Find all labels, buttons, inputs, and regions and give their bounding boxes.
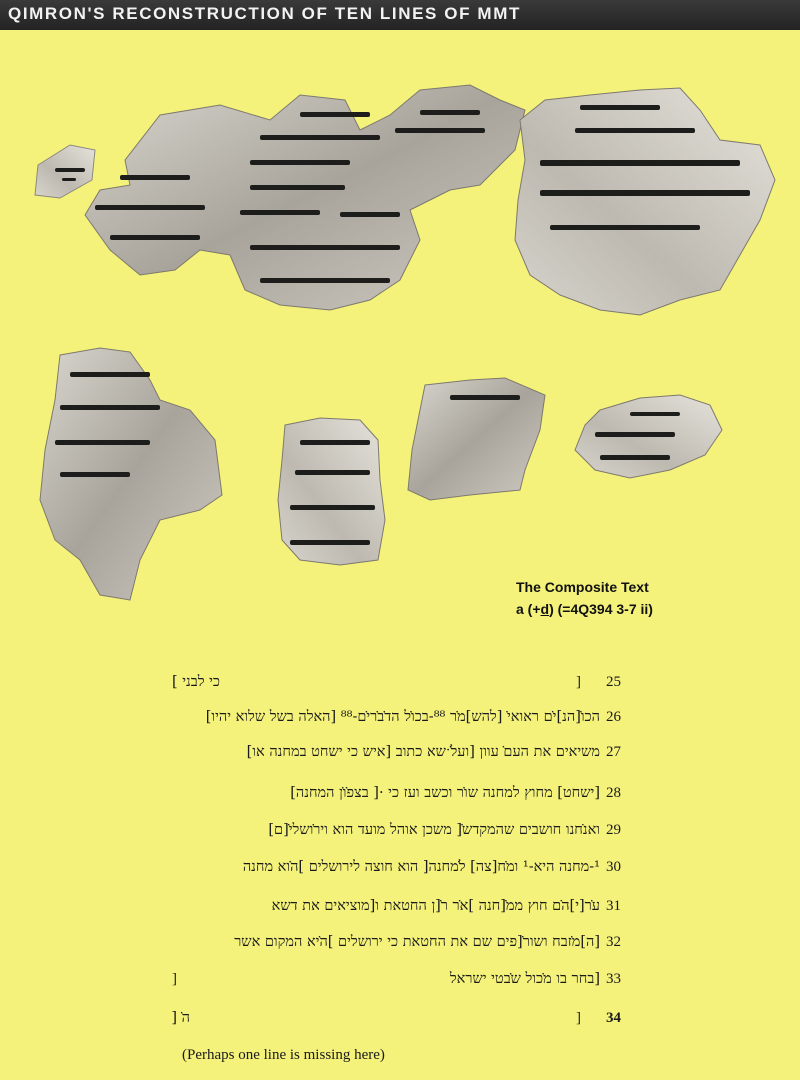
line-text: כי לבני ] [171,674,220,690]
line-bracket: ] [576,674,581,690]
fragment-upper-left [85,85,525,310]
subtitle-suffix: ) (=4Q394 3-7 ii) [549,601,653,617]
line-number: 32 [606,934,621,950]
text-line-28 [0,785,800,811]
line-text: ¹-מחנה היא-¹ ומ̇ח[צה] ל̇מחנה[ הוא חוצה לירושלים ]ה̇וא מחנה [242,859,600,875]
composite-text-heading [516,576,653,620]
header-bar [0,0,800,30]
line-number: 31 [606,898,621,914]
missing-line-note: (Perhaps one line is missing here) [182,1047,385,1063]
line-number: 33 [606,971,621,987]
fragments-image [0,30,800,620]
line-bracket: ] [172,971,177,987]
line-text: [ישחט] מחוץ למחנה שו̇ר וכשב ועז כי ·[ בצפ̇ו̇ן המחנה] [290,785,600,801]
text-line-27 [0,744,800,770]
text-line-25 [0,674,800,700]
composite-subtitle [516,598,653,620]
line-text: ע̇ר[י]ה̇ם חוץ ממ̇[חנה ]א̇ר ר̇[ן החטאת ו[מוציאים את דשא [271,898,600,914]
line-number: 27 [606,744,621,760]
line-number: 30 [606,859,621,875]
line-text: הכו̇[הנ]י̇ם ראואי̇ [להש]מ̇ר ⁸⁸-בכו̇ל הד̇ב̇רי̇ם-⁸⁸ [האלה בשל שלוא יהיו] [205,709,600,725]
line-number: 28 [606,785,621,801]
line-text: ה̇ [ [171,1010,190,1026]
scroll-fragments-photo [0,30,800,620]
text-line-26 [0,709,800,735]
line-number: 26 [606,709,621,725]
line-bracket: ] [576,1010,581,1026]
subtitle-prefix: a (+ [516,601,541,617]
line-number: 25 [606,674,621,690]
composite-title: The Composite Text [516,579,649,595]
text-line-34 [0,1010,800,1036]
text-line-31 [0,898,800,924]
text-line-30 [0,859,800,885]
fragment-upper-right [515,88,775,315]
line-text: [ה]מ̇זבח ושור̇[פים שם את החטאת כי ירושלים ]ה̇יא המקום אשר [234,934,600,950]
page-title: QIMRON'S RECONSTRUCTION OF TEN LINES OF MMT [8,4,521,23]
line-text: ואנ̇חנו חושבים שהמקדש̇[ משכן אוהל מועד הוא ויר̇ושלי̇[ם] [268,822,600,838]
text-line-33 [0,971,800,997]
text-line-29 [0,822,800,848]
text-line-32 [0,934,800,960]
line-number: 29 [606,822,621,838]
line-number: 34 [606,1010,621,1026]
line-text: [בחר בו מ̇כול ש̇בטי ישראל [449,971,600,987]
line-text: משיאים את העם̇ עוון [ועל̇ ̇שא כתוב [איש כי ישחט במחנה או] [246,744,600,760]
subtitle-underlined: d [540,601,550,617]
